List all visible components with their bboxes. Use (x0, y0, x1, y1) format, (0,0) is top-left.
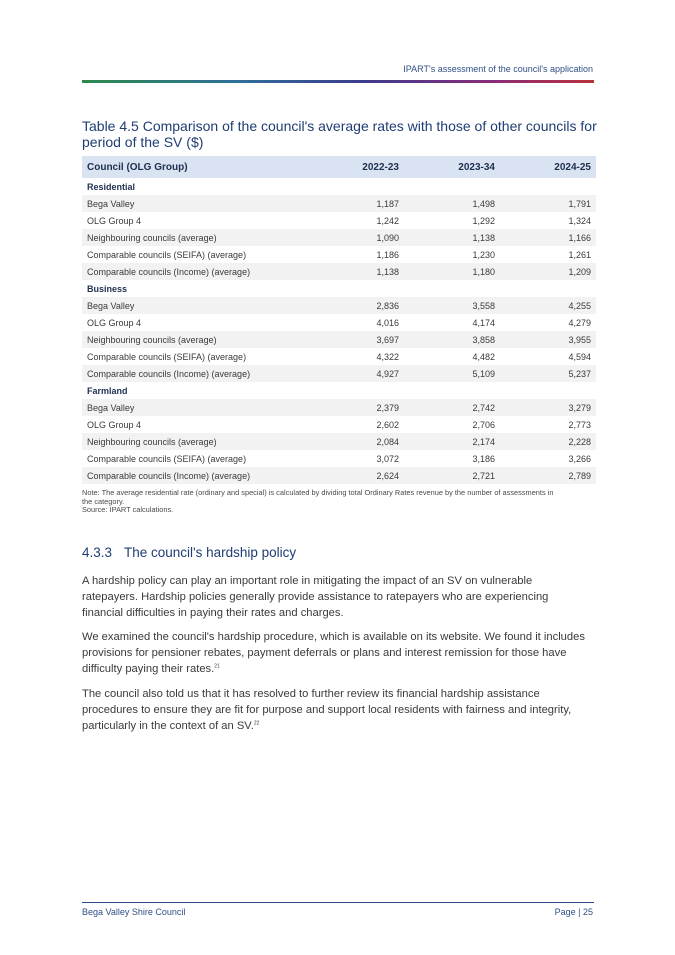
footnote-ref[interactable]: 22 (253, 720, 260, 727)
column-header: 2023-34 (404, 156, 500, 178)
table-cell: 3,186 (472, 453, 495, 464)
table-row (82, 416, 596, 433)
table-row (82, 467, 596, 484)
table-cell: 4,322 (376, 351, 399, 362)
table-cell: 4,927 (308, 365, 404, 382)
row-label: Comparable councils (Income) (average) (82, 365, 308, 382)
table-cell: 1,138 (404, 229, 500, 246)
rates-table (82, 156, 596, 484)
paragraph (82, 686, 588, 734)
paragraph-text: We examined the council's hardship procedure, which is available on its website. We found it includes provisions for pensioner rebates, payment deferrals or plans and interest remission for those have difficulty paying their rates. (82, 631, 585, 675)
column-header: 2024-25 (500, 156, 596, 178)
row-label: OLG Group 4 (87, 317, 142, 328)
group-label: Business (87, 283, 128, 294)
table-cell: 1,138 (308, 263, 404, 280)
section-heading (82, 545, 296, 560)
table-cell: 4,174 (472, 317, 495, 328)
paragraph (82, 629, 588, 677)
table-cell: 5,237 (500, 365, 596, 382)
row-label: Bega Valley (82, 399, 308, 416)
table-row (82, 297, 596, 314)
row-label: Comparable councils (SEIFA) (average) (87, 453, 247, 464)
paragraph-text: The council also told us that it has resolved to further review its financial hardship assistance procedures to ensure they are fit for purpose and support local residents with fairness and integrity, particularly in the context of an SV. (82, 688, 572, 732)
table-cell: 1,791 (500, 195, 596, 212)
table-cell: 1,186 (376, 249, 399, 260)
table-cell: 1,180 (404, 263, 500, 280)
table-cell: 2,773 (568, 419, 591, 430)
table-row (82, 399, 596, 416)
group-label: Residential (87, 181, 136, 192)
table-row (82, 365, 596, 382)
table-row (82, 195, 596, 212)
table-cell: 4,255 (500, 297, 596, 314)
table-cell: 2,742 (404, 399, 500, 416)
table-cell: 1,292 (472, 215, 495, 226)
table-row (82, 331, 596, 348)
table-cell: 3,955 (500, 331, 596, 348)
footnote-ref[interactable]: 21 (214, 663, 220, 670)
table-cell: 3,266 (568, 453, 591, 464)
table-cell: 1,242 (376, 215, 399, 226)
table-cell: 3,279 (500, 399, 596, 416)
footer-council-name: Bega Valley Shire Council (82, 907, 186, 917)
table-cell: 2,721 (404, 467, 500, 484)
table-cell: 4,482 (472, 351, 495, 362)
table-cell: 2,174 (404, 433, 500, 450)
table-cell: 3,558 (404, 297, 500, 314)
table-row (82, 246, 596, 263)
table-cell: 1,324 (568, 215, 591, 226)
row-label: Comparable councils (SEIFA) (average) (87, 249, 247, 260)
row-label: Neighbouring councils (average) (82, 331, 308, 348)
table-cell: 2,084 (308, 433, 404, 450)
table-cell: 4,279 (568, 317, 591, 328)
row-label: OLG Group 4 (87, 215, 142, 226)
table-group-row (82, 382, 596, 399)
table-row (82, 263, 596, 280)
table-cell: 1,187 (308, 195, 404, 212)
table-cell: 4,594 (568, 351, 591, 362)
table-caption: Table 4.5 Comparison of the council's average rates with those of other councils for period of the SV ($) (82, 118, 597, 150)
table-header-row (82, 156, 596, 178)
row-label: Bega Valley (82, 297, 308, 314)
table-row (82, 314, 596, 331)
row-label: Neighbouring councils (average) (82, 433, 308, 450)
table-cell: 5,109 (404, 365, 500, 382)
table-cell: 1,090 (308, 229, 404, 246)
header-rule (82, 80, 594, 83)
table-row (82, 212, 596, 229)
table-cell: 1,209 (500, 263, 596, 280)
table-note (82, 489, 562, 515)
table-cell: 1,261 (568, 249, 591, 260)
section-number: 4.3.3 (82, 545, 113, 560)
table-row (82, 348, 596, 365)
table-cell: 2,379 (308, 399, 404, 416)
table-row (82, 433, 596, 450)
source-text: Source: IPART calculations. (82, 505, 174, 515)
note-text: Note: The average residential rate (ordinary and special) is calculated by dividing total Ordinary Rates revenue by the number of assessments in the category. (82, 488, 554, 506)
paragraph-text: A hardship policy can play an important role in mitigating the impact of an SV on vulnerable ratepayers. Hardship policies generally provide assistance to ratepayers who are experiencing financial difficulties in paying their rates and charges. (82, 575, 549, 619)
column-header: Council (OLG Group) (82, 156, 308, 178)
table-cell: 3,072 (376, 453, 399, 464)
table-row (82, 229, 596, 246)
table-cell: 2,624 (308, 467, 404, 484)
row-label: Comparable councils (Income) (average) (82, 467, 308, 484)
row-label: Bega Valley (82, 195, 308, 212)
row-label: Comparable councils (SEIFA) (average) (87, 351, 247, 362)
running-header: IPART's assessment of the council's application (403, 64, 593, 74)
table-body (82, 178, 596, 484)
table-cell: 4,016 (376, 317, 399, 328)
table-group-row (82, 280, 596, 297)
table-cell: 1,230 (472, 249, 495, 260)
table-cell: 2,228 (500, 433, 596, 450)
table-group-row (82, 178, 596, 195)
row-label: Comparable councils (Income) (average) (82, 263, 308, 280)
table-cell: 2,836 (308, 297, 404, 314)
table-cell: 1,166 (500, 229, 596, 246)
row-label: OLG Group 4 (87, 419, 142, 430)
group-label: Farmland (87, 385, 128, 396)
row-label: Neighbouring councils (average) (82, 229, 308, 246)
table-row (82, 450, 596, 467)
table-cell: 1,498 (404, 195, 500, 212)
table-cell: 2,706 (472, 419, 495, 430)
table-cell: 3,697 (308, 331, 404, 348)
table-cell: 2,789 (500, 467, 596, 484)
footer-rule (82, 902, 594, 903)
column-header: 2022-23 (308, 156, 404, 178)
table-cell: 2,602 (376, 419, 399, 430)
section-title: The council's hardship policy (124, 545, 297, 560)
table-cell: 3,858 (404, 331, 500, 348)
footer-page-number: Page | 25 (554, 907, 593, 917)
paragraph (82, 573, 588, 621)
